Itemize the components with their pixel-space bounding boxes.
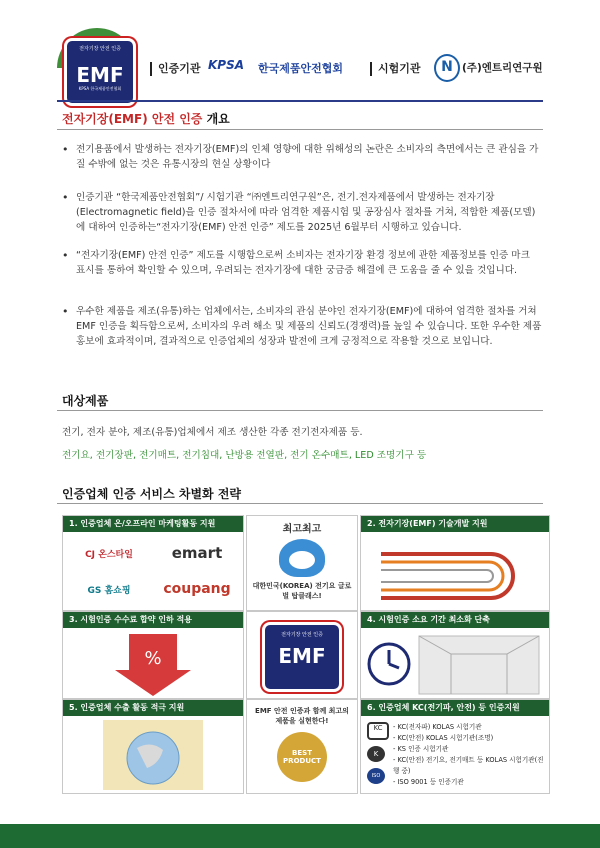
divider (57, 410, 543, 411)
targets-desc: 전기, 전자 분야, 제조(유통)업체에서 제조 생산한 각종 전기전자제품 등. (62, 427, 363, 438)
header-rule (57, 100, 543, 102)
mascot-icon (279, 539, 325, 577)
cell-header: 3. 시험인증 수수료 합약 인하 적용 (63, 612, 243, 628)
emf-diagram-icon (361, 534, 549, 610)
strategy-title: 인증업체 인증 서비스 차별화 전략 (62, 487, 242, 501)
divider (150, 62, 152, 76)
cell-header: 2. 전자기장(EMF) 기술개발 지원 (361, 516, 549, 532)
strategy-grid (62, 515, 548, 792)
strategy-cell-4 (360, 611, 550, 699)
divider (57, 129, 543, 130)
price-down-icon (63, 630, 243, 698)
cell-header: 1. 인증업체 온/오프라인 마케팅활동 지원 (63, 516, 243, 532)
page-footer (0, 824, 600, 848)
strategy-center-top (246, 515, 358, 611)
center-top-title: 최고최고 (282, 524, 322, 535)
logo-top-text: 전자기장 안전 인증 (79, 46, 121, 52)
center-bottom-text: EMF 안전 인증과 함께 최고의 제품을 실현한다! (255, 707, 349, 725)
kpsa-logo: KPSA (208, 58, 245, 72)
page-header (0, 0, 600, 110)
test-label: 시험기관 (378, 62, 421, 75)
strategy-cell-6 (360, 699, 550, 794)
test-org-name: (주)엔트리연구원 (462, 62, 543, 74)
center-top-sub: 대한민국(KOREA) 전기요 글로벌 탑클래스! (252, 582, 352, 600)
overview-title (62, 110, 230, 127)
emf-logo-large (262, 622, 342, 692)
best-product-badge: BEST PRODUCT (277, 732, 327, 782)
targets-examples: 전기요, 전기장판, 전기매트, 전기침대, 난방용 전열판, 전기 온수매트, LED 조명기구 등 (62, 450, 427, 461)
logo-text: EMF (76, 63, 124, 87)
entry-logo-icon: N (434, 54, 460, 82)
kc-list-item: - KC(안전) 전기요, 전기매트 등 KOLAS 시험기관(진행 중) (393, 756, 544, 775)
bullet-text: 우수한 제품을 제조(유통)하는 업체에서는, 소비자의 관심 분야인 전자기장(EMF)에 대하여 엄격한 절차를 거쳐 EMF 인증을 획득함으로써, 소비자의 우려 해소 및 제품의 신뢰도(경쟁력)를 높일 수 있습니다. 또한 우수한 제품 홍보에 효과적이며, 결과적으로 인증업체의 성장과 발전에 크게 긍정적으로 작용할 것으로 보입니다. (76, 306, 542, 347)
kc-list-item: - KS 인증 시험기관 (393, 745, 449, 753)
cert-org-name: 한국제품안전협회 (258, 62, 344, 75)
targets-title: 대상제품 (62, 394, 109, 408)
overview-bullet: • “전자기장(EMF) 안전 인증” 제도를 시행함으로써 소비자는 전자기장 환경 정보에 관한 제품정보를 인증 마크 표시를 통하여 확인할 수 있으며, 우려되는 전자기장에 대한 궁금증 해결에 큰 도움을 줄 수 있을 것입니다. (62, 248, 542, 278)
cell-header: 6. 인증업체 KC(전기파, 안전) 등 인증지원 (361, 700, 549, 716)
cert-label: 인증기관 (158, 62, 201, 75)
clock-chamber-icon (361, 630, 549, 698)
overview-bullet: • 전기용품에서 발생하는 전자기장(EMF)의 인체 영향에 대한 위해성의 논란은 소비자의 측면에서는 큰 관심을 가질 수밖에 없는 것은 유통시장의 현실 상황이다 (62, 142, 542, 172)
cj-logo: CJ 온스타일 (85, 549, 133, 560)
divider (57, 503, 543, 504)
bullet-text: 인증기관 “한국제품안전협회”/ 시험기관 “㈜엔트리연구원”은, 전기.전자제품에서 발생하는 전자기장(Electromagnetic field)을 인증 절차서에 따라 엄격한 제품시험 및 공장심사 절차를 거쳐, 적합한 제품(모델)에 대하여 인증하는“전자기장(EMF) 안전 인증” 제도를 2025년 6월부터 시행하고 있습니다. (76, 192, 536, 233)
logo-text: EMF (278, 644, 326, 668)
overview-title-main: 전자기장(EMF) 안전 인증 (62, 112, 203, 126)
cell-header: 5. 인증업체 수출 활동 적극 지원 (63, 700, 243, 716)
bullet-text: “전자기장(EMF) 안전 인증” 제도를 시행함으로써 소비자는 전자기장 환경 정보에 관한 제품정보를 인증 마크 표시를 통하여 확인할 수 있으며, 우려되는 전자기장에 대한 궁금증 해결에 큰 도움을 줄 수 있을 것입니다. (76, 250, 530, 276)
bullet-text: 전기용품에서 발생하는 전자기장(EMF)의 인체 영향에 대한 위해성의 논란은 소비자의 측면에서는 큰 관심을 가질 수밖에 없는 것은 유통시장의 현실 상황이다 (76, 144, 539, 170)
gs-logo: GS 홈쇼핑 (87, 585, 131, 596)
coupang-logo: coupang (163, 581, 231, 597)
strategy-center-logo (246, 611, 358, 699)
kc-ks-iso-marks-icon: KC K ISO (367, 722, 389, 790)
overview-bullet: • 인증기관 “한국제품안전협회”/ 시험기관 “㈜엔트리연구원”은, 전기.전자제품에서 발생하는 전자기장(Electromagnetic field)을 인증 절차서에 따라 엄격한 제품시험 및 공장심사 절차를 거쳐, 적합한 제품(모델)에 대하여 인증하는“전자기장(EMF) 안전 인증” 제도를 2025년 6월부터 시행하고 있습니다. (62, 190, 542, 235)
overview-title-suffix: 개요 (202, 112, 230, 126)
logo-sub-text: KPSA 한국제품안전협회 (78, 86, 122, 91)
emart-logo: emart (171, 544, 223, 562)
svg-text:%: % (144, 648, 162, 669)
strategy-cell-2 (360, 515, 550, 611)
strategy-cell-5 (62, 699, 244, 794)
kc-list-item: - KC(안전) KOLAS 시험기관(조명) (393, 734, 494, 742)
emf-logo (64, 38, 136, 106)
strategy-center-bottom (246, 699, 358, 794)
kc-list-item: - KC(전자파) KOLAS 시험기관 (393, 723, 482, 731)
cell-header: 4. 시험인증 소요 기간 최소화 단축 (361, 612, 549, 628)
globe-export-icon (63, 718, 243, 793)
strategy-cell-1 (62, 515, 244, 611)
kc-list-item: - ISO 9001 등 인증기관 (393, 778, 464, 786)
logo-top-text: 전자기장 안전 인증 (281, 632, 323, 638)
divider (370, 62, 372, 76)
overview-bullet: • 우수한 제품을 제조(유통)하는 업체에서는, 소비자의 관심 분야인 전자기장(EMF)에 대하여 엄격한 절차를 거쳐 EMF 인증을 획득함으로써, 소비자의 우려 해소 및 제품의 신뢰도(경쟁력)를 높일 수 있습니다. 또한 우수한 제품 홍보에 효과적이며, 결과적으로 인증업체의 성장과 발전에 크게 긍정적으로 작용할 것으로 보입니다. (62, 305, 542, 347)
strategy-cell-3 (62, 611, 244, 699)
